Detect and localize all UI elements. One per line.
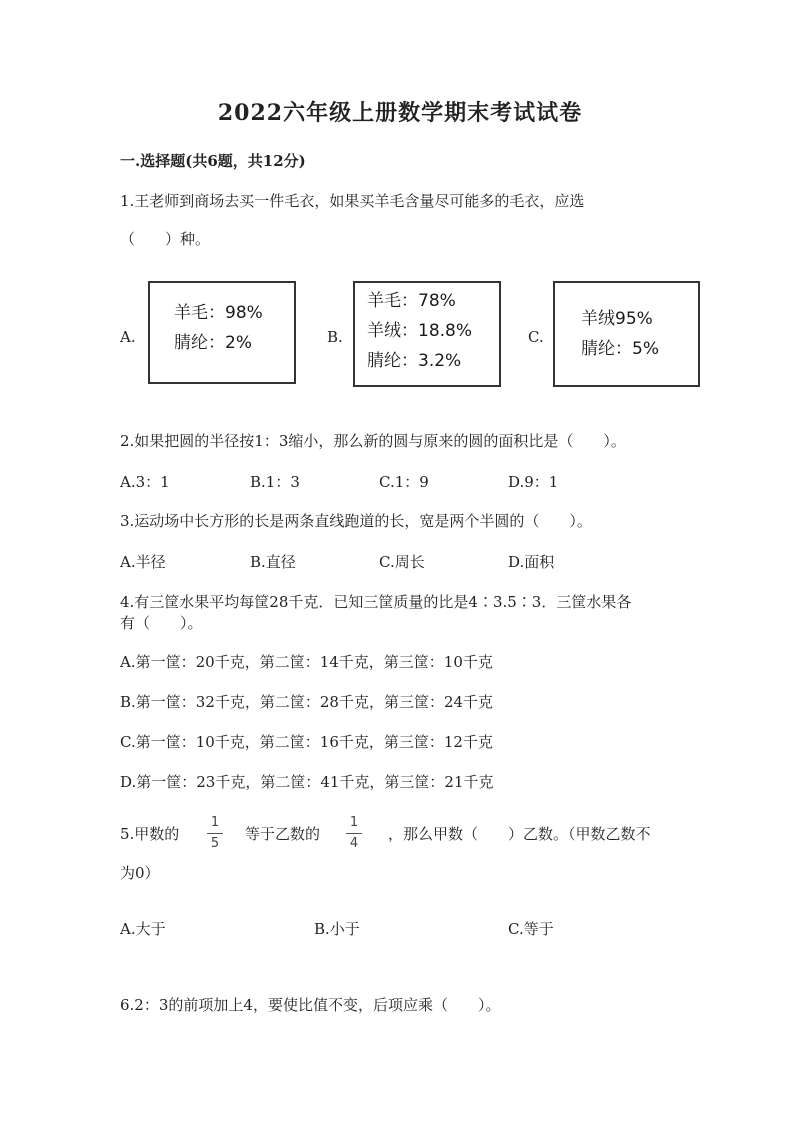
question-5-text-part1: 5.甲数的 [120,825,180,843]
question-3-option-b: B.直径 [250,553,296,571]
fraction-denominator: 5 [210,836,220,851]
option-a-line-2: 腈纶：2% [174,333,252,353]
option-b-line-1: 羊毛：78% [367,291,456,311]
fraction-numerator: 1 [210,815,220,830]
question-5-text-part3: ，那么甲数（ ）乙数。（甲数乙数不 [388,825,651,843]
option-a-line-1: 羊毛：98% [174,303,263,323]
question-5-option-b: B.小于 [314,920,360,938]
question-2-option-d: D.9：1 [508,473,559,491]
question-1-option-a-label: A. [120,328,136,346]
fraction-bar [207,833,223,834]
question-5-option-c: C.等于 [508,920,554,938]
question-2-option-c: C.1：9 [379,473,429,491]
question-2-text: 2.如果把圆的半径按1：3缩小，那么新的圆与原来的圆的面积比是（ ）。 [120,432,626,450]
question-4-option-a: A.第一筐：20千克，第二筐：14千克，第三筐：10千克 [120,653,493,671]
question-5-text-part2: 等于乙数的 [245,825,321,843]
fraction-one-fourth [346,815,362,852]
question-5-text-cont: 为0） [120,864,160,882]
option-c-line-1: 羊绒95% [581,309,653,329]
option-b-line-2: 羊绒：18.8% [367,321,473,341]
question-1-text: 1.王老师到商场去买一件毛衣，如果买羊毛含量尽可能多的毛衣，应选 [120,192,585,210]
question-1-option-b-label: B. [327,328,343,346]
question-1-option-a-box [148,281,296,384]
question-4-option-c: C.第一筐：10千克，第二筐：16千克，第三筐：12千克 [120,733,493,751]
question-1-option-c-label: C. [528,328,544,346]
question-4-option-b: B.第一筐：32千克，第二筐：28千克，第三筐：24千克 [120,693,494,711]
question-4-text-cont: 有（ ）。 [120,614,203,632]
section-heading: 一.选择题(共6题，共12分) [120,152,306,170]
question-6-text: 6.2：3的前项加上4，要使比值不变，后项应乘（ ）。 [120,996,501,1014]
fraction-numerator: 1 [349,815,359,830]
question-3-option-a: A.半径 [120,553,166,571]
question-3-option-d: D.面积 [508,553,555,571]
question-2-option-a: A.3：1 [120,473,170,491]
question-1-option-c-box [553,281,700,387]
question-4-text: 4.有三筐水果平均每筐28千克．已知三筐质量的比是4∶3.5∶3．三筐水果各 [120,593,632,611]
question-1-option-b-box [353,281,501,387]
question-3-text: 3.运动场中长方形的长是两条直线跑道的长，宽是两个半圆的（ ）。 [120,512,592,530]
question-5-option-a: A.大于 [120,920,166,938]
question-3-option-c: C.周长 [379,553,425,571]
fraction-bar [346,833,362,834]
option-c-line-2: 腈纶：5% [581,339,659,359]
fraction-denominator: 4 [349,836,359,851]
page-title: 2022六年级上册数学期末考试试卷 [217,100,583,126]
option-b-line-3: 腈纶：3.2% [367,351,462,371]
question-2-option-b: B.1：3 [250,473,300,491]
fraction-one-fifth [207,815,223,852]
question-4-option-d: D.第一筐：23千克，第二筐：41千克，第三筐：21千克 [120,773,494,791]
question-1-text-cont: （ ）种。 [120,230,211,248]
